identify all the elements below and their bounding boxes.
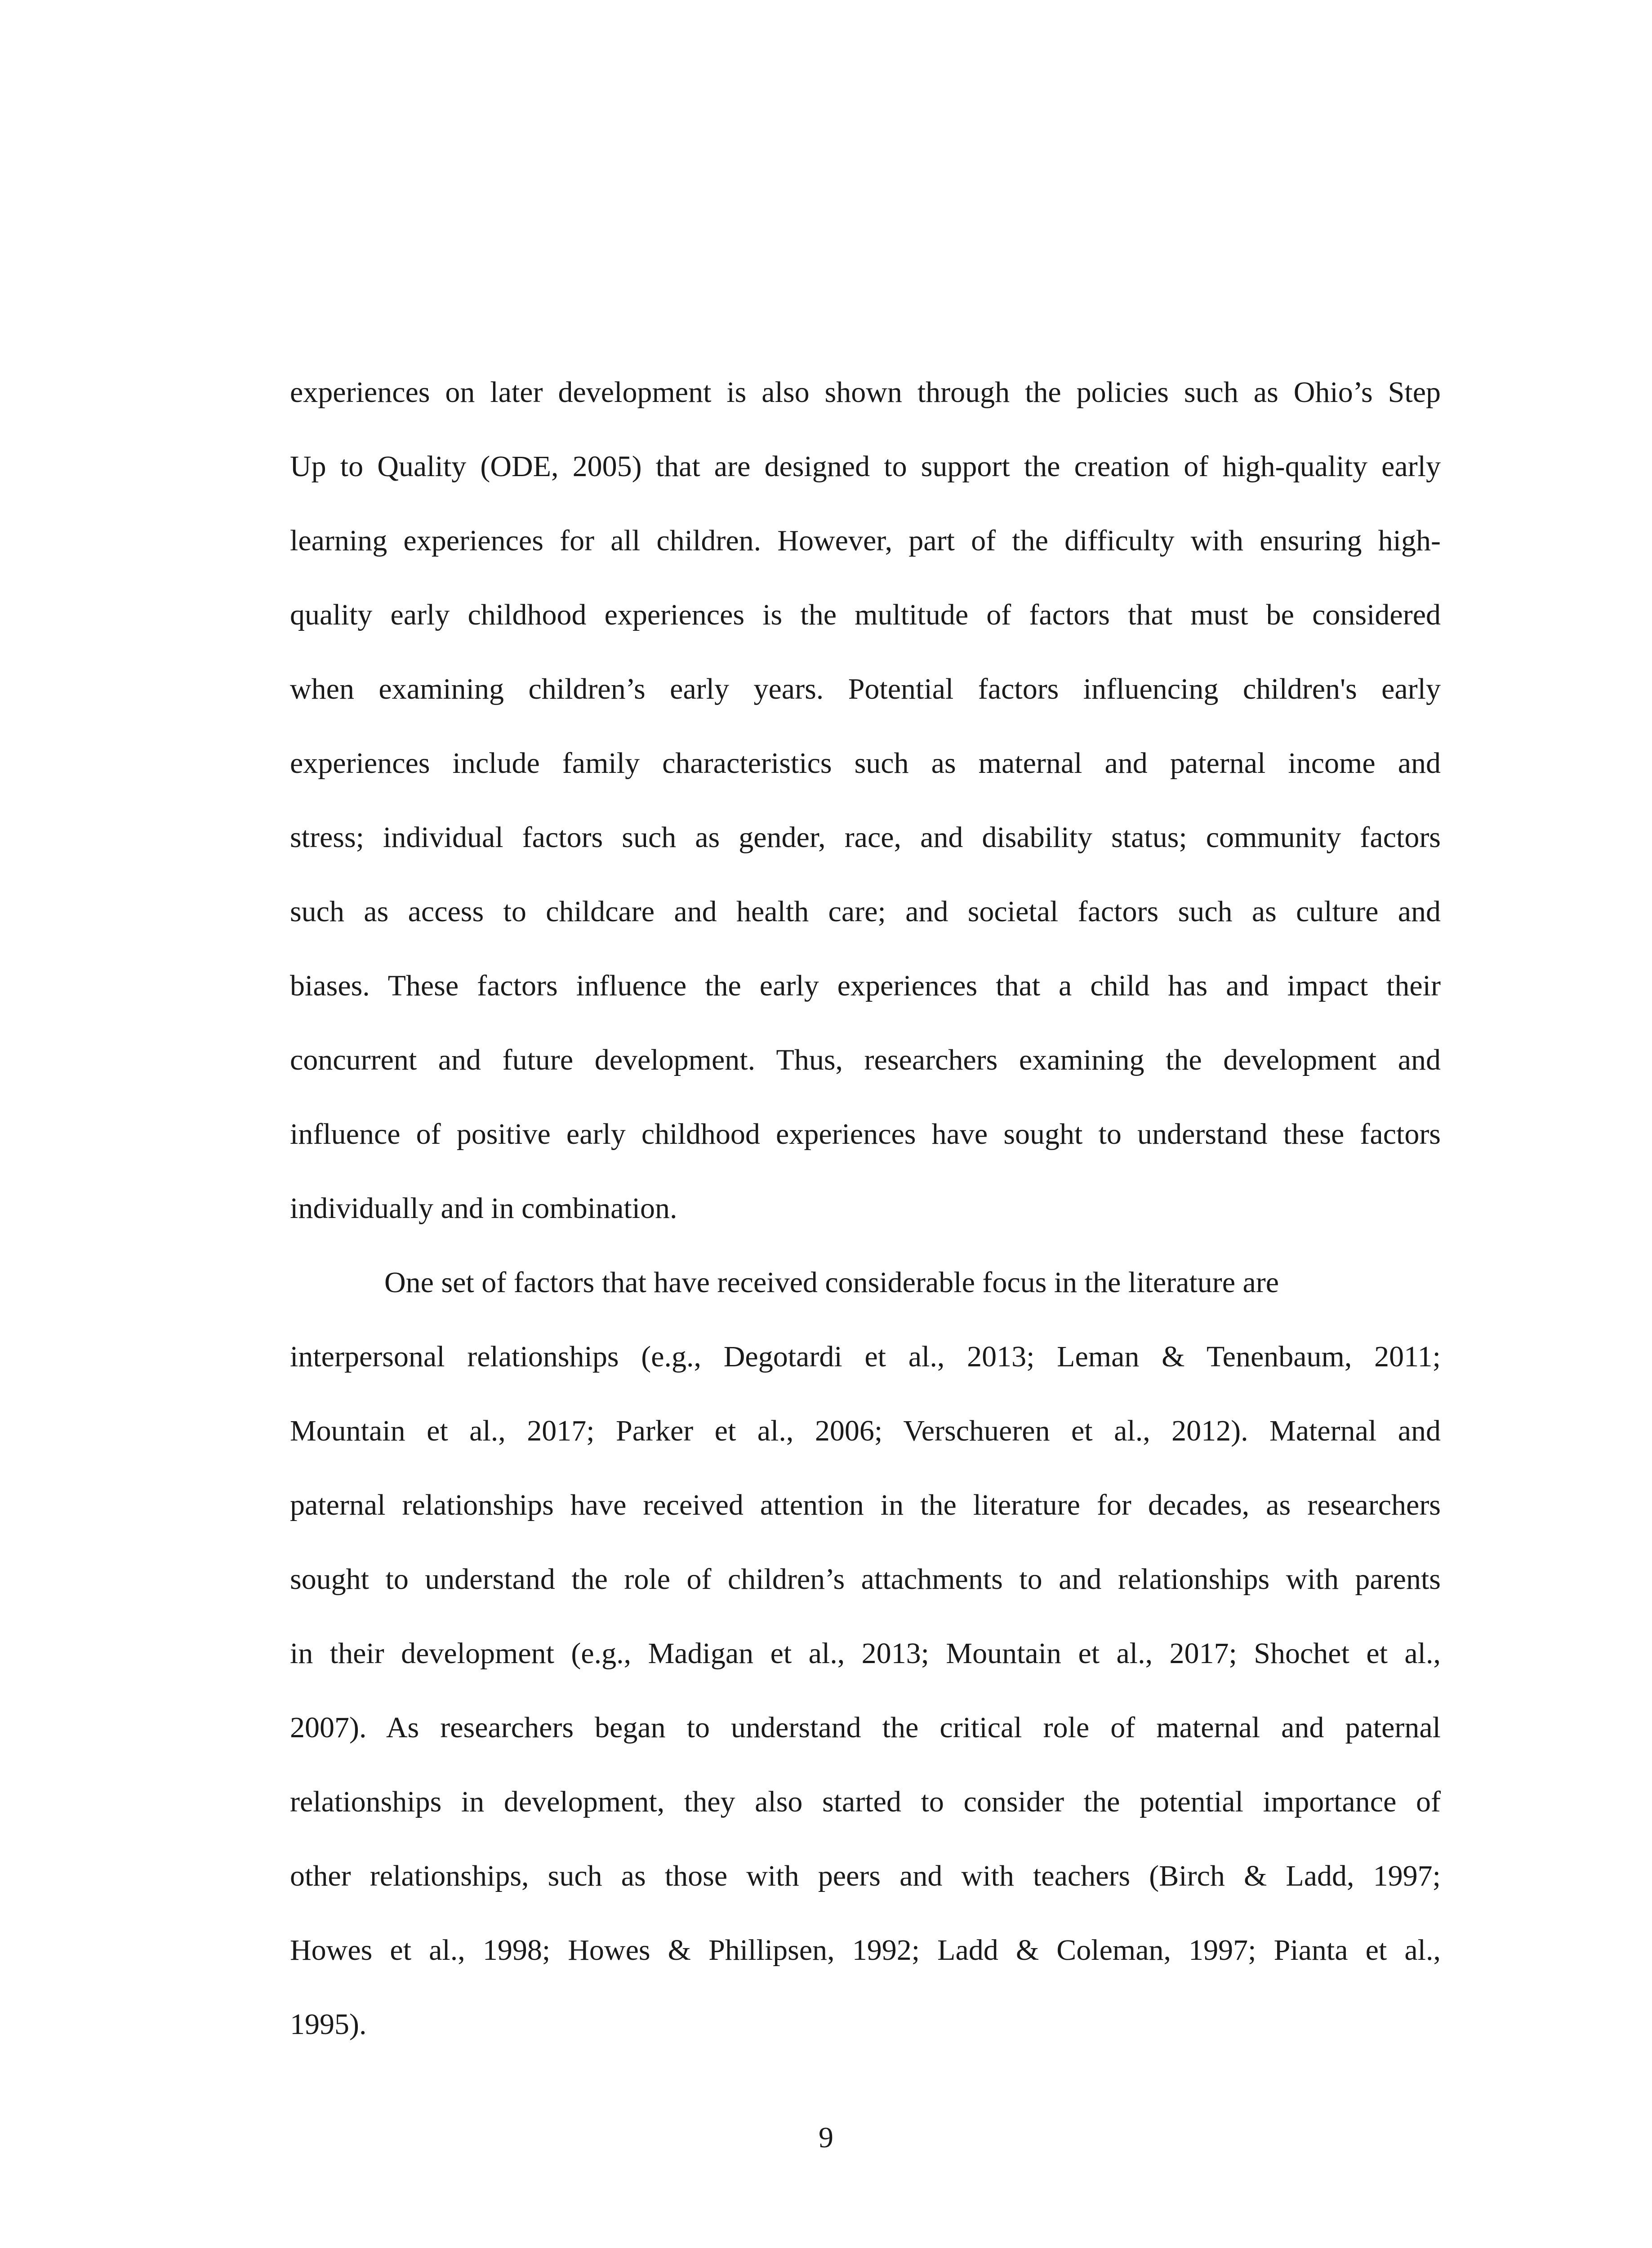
text-line: experiences on later development is also shown through the policies such as Ohio’s Step <box>290 376 1441 409</box>
text-line: concurrent and future development. Thus, researchers examining the development and <box>290 1044 1441 1076</box>
text-line: relationships in development, they also started to consider the potential importance of <box>290 1785 1441 1818</box>
text-line: in their development (e.g., Madigan et al., 2013; Mountain et al., 2017; Shochet et al., <box>290 1637 1441 1670</box>
text-line: learning experiences for all children. However, part of the difficulty with ensuring high- <box>290 524 1441 557</box>
text-line: Howes et al., 1998; Howes & Phillipsen, 1992; Ladd & Coleman, 1997; Pianta et al., <box>290 1934 1441 1967</box>
body-paragraph-2 <box>290 1245 1441 2061</box>
text-line: One set of factors that have received considerable focus in the literature are <box>384 1266 1279 1299</box>
page-number: 9 <box>819 2121 833 2154</box>
text-line: stress; individual factors such as gender, race, and disability status; community factors <box>290 821 1441 854</box>
text-line: quality early childhood experiences is the multitude of factors that must be considered <box>290 598 1441 631</box>
text-line: sought to understand the role of children’s attachments to and relationships with parents <box>290 1563 1441 1596</box>
text-line: Mountain et al., 2017; Parker et al., 2006; Verschueren et al., 2012). Maternal and <box>290 1414 1441 1447</box>
text-line: 2007). As researchers began to understand the critical role of maternal and paternal <box>290 1711 1441 1744</box>
text-line: 1995). <box>290 2008 367 2041</box>
text-line: individually and in combination. <box>290 1192 677 1225</box>
text-line: Up to Quality (ODE, 2005) that are designed to support the creation of high-quality early <box>290 450 1441 483</box>
body-paragraph-1 <box>290 355 1441 1245</box>
text-line: experiences include family characteristics such as maternal and paternal income and <box>290 747 1441 780</box>
text-line: interpersonal relationships (e.g., Degotardi et al., 2013; Leman & Tenenbaum, 2011; <box>290 1340 1441 1373</box>
text-line: influence of positive early childhood experiences have sought to understand these factors <box>290 1118 1441 1151</box>
text-line: when examining children’s early years. Potential factors influencing children's early <box>290 673 1441 705</box>
text-line: such as access to childcare and health care; and societal factors such as culture and <box>290 895 1441 928</box>
text-line: paternal relationships have received attention in the literature for decades, as researchers <box>290 1489 1441 1521</box>
text-line: other relationships, such as those with peers and with teachers (Birch & Ladd, 1997; <box>290 1860 1441 1892</box>
text-line: biases. These factors influence the early experiences that a child has and impact their <box>290 969 1441 1002</box>
